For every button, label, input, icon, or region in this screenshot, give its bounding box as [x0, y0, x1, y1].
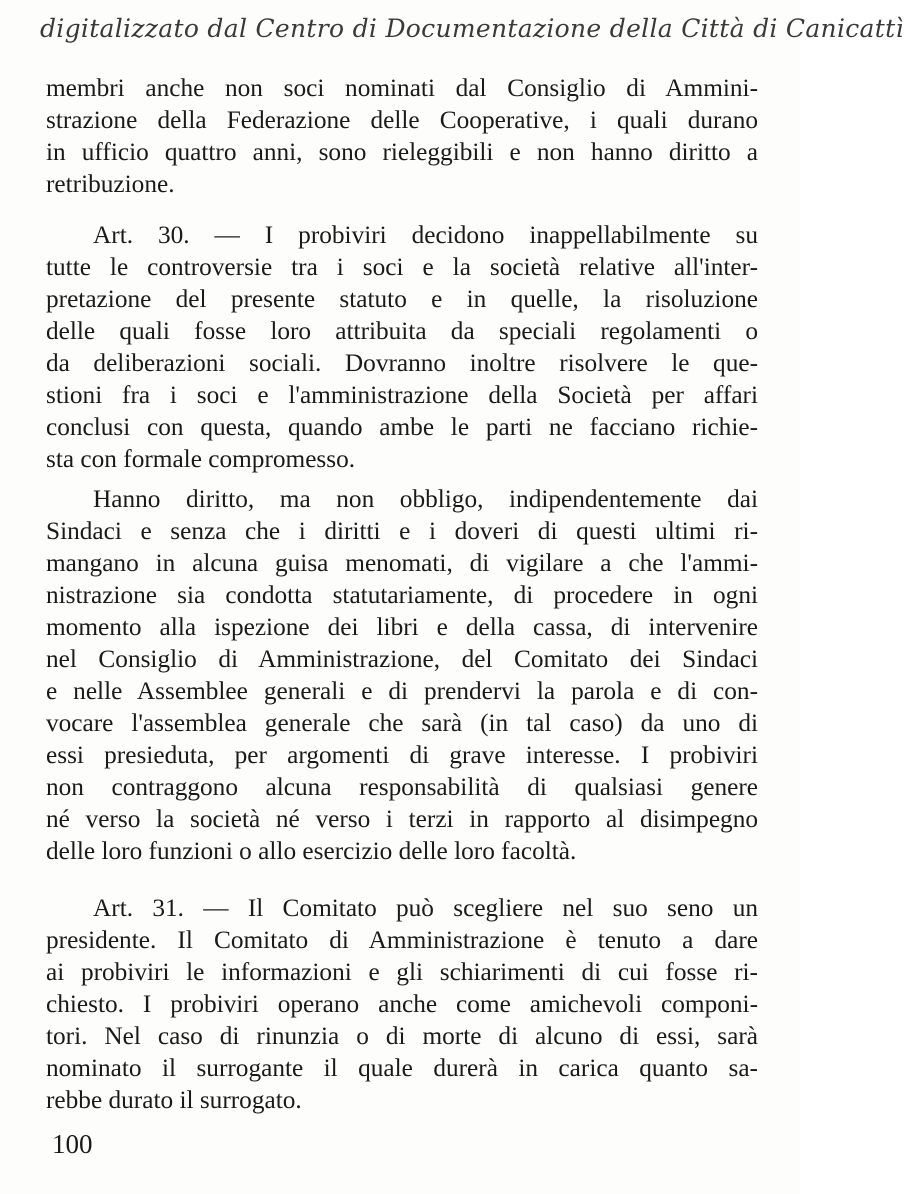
text-line: Sindaci e senza che i diritti e i doveri di questi ultimi ri- — [46, 517, 758, 545]
text-line: da deliberazioni sociali. Dovranno inoltre risolvere le que- — [46, 349, 758, 377]
text-line: sta con formale compromesso. — [46, 445, 356, 473]
text-line: Hanno diritto, ma non obbligo, indipendentemente dai — [93, 485, 758, 513]
text-line: mangano in alcuna guisa menomati, di vigilare a che l'ammi- — [46, 549, 758, 577]
text-line: delle loro funzioni o allo esercizio delle loro facoltà. — [46, 837, 577, 865]
text-line: essi presieduta, per argomenti di grave interesse. I probiviri — [46, 741, 758, 769]
text-line: nistrazione sia condotta statutariamente, di procedere in ogni — [46, 581, 758, 609]
text-line: non contraggono alcuna responsabilità di qualsiasi genere — [46, 773, 758, 801]
text-line: retribuzione. — [46, 170, 175, 198]
text-line: rebbe durato il surrogato. — [46, 1086, 302, 1114]
text-line: in ufficio quattro anni, sono rieleggibili e non hanno diritto a — [46, 138, 758, 166]
page-number: 100 — [52, 1129, 93, 1159]
paragraph-continuation — [46, 72, 758, 200]
text-line: presidente. Il Comitato di Amministrazione è tenuto a dare — [46, 926, 758, 954]
text-line: conclusi con questa, quando ambe le parti ne facciano richie- — [46, 413, 758, 441]
text-line: Art. 31. — Il Comitato può scegliere nel suo seno un — [93, 894, 758, 922]
digitization-watermark: digitalizzato dal Centro di Documentazione della Città di Canicattì — [40, 14, 904, 43]
text-line: vocare l'assemblea generale che sarà (in tal caso) da uno di — [46, 709, 758, 737]
text-line: nel Consiglio di Amministrazione, del Comitato dei Sindaci — [46, 645, 758, 673]
text-line: tori. Nel caso di rinunzia o di morte di alcuno di essi, sarà — [46, 1022, 758, 1050]
text-line: né verso la società né verso i terzi in rapporto al disimpegno — [46, 805, 758, 833]
text-line: tutte le controversie tra i soci e la società relative all'inter- — [46, 253, 758, 281]
text-line: membri anche non soci nominati dal Consiglio di Ammini- — [46, 74, 758, 102]
text-line: Art. 30. — I probiviri decidono inappellabilmente su — [93, 221, 758, 249]
article-31-paragraph — [46, 892, 758, 1116]
text-line: ai probiviri le informazioni e gli schiarimenti di cui fosse ri- — [46, 958, 758, 986]
text-line: e nelle Assemblee generali e di prendervi la parola e di con- — [46, 677, 758, 705]
text-line: nominato il surrogante il quale durerà in carica quanto sa- — [46, 1054, 758, 1082]
text-line: pretazione del presente statuto e in quelle, la risoluzione — [46, 285, 758, 313]
probiviri-rights-paragraph — [46, 483, 758, 867]
text-line: chiesto. I probiviri operano anche come amichevoli componi- — [46, 990, 758, 1018]
article-30-paragraph — [46, 219, 758, 475]
text-line: strazione della Federazione delle Cooperative, i quali durano — [46, 106, 758, 134]
text-line: stioni fra i soci e l'amministrazione della Società per affari — [46, 381, 758, 409]
text-line: delle quali fosse loro attribuita da speciali regolamenti o — [46, 317, 758, 345]
text-line: momento alla ispezione dei libri e della cassa, di intervenire — [46, 613, 758, 641]
